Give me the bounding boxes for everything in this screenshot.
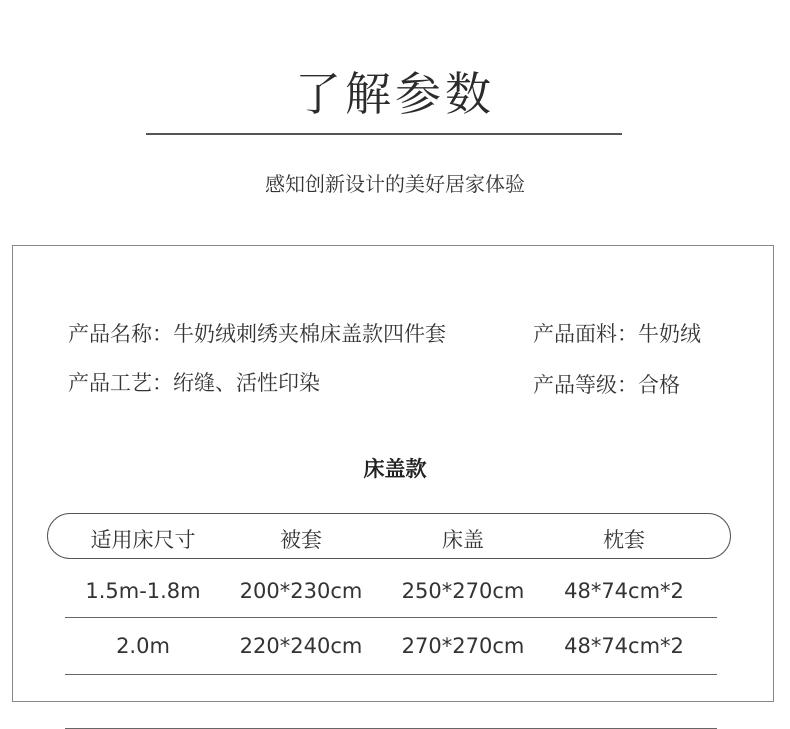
table-cell: 270*270cm — [401, 634, 525, 658]
table-cell: 220*240cm — [239, 634, 363, 658]
header-bedspread: 床盖 — [442, 528, 484, 552]
table-cell: 1.5m-1.8m — [85, 579, 201, 603]
table-cell: 48*74cm*2 — [564, 579, 684, 603]
product-fabric: 产品面料：牛奶绒 — [533, 322, 701, 346]
header-bed-size: 适用床尺寸 — [90, 528, 196, 552]
title-divider — [146, 133, 622, 135]
page-subtitle: 感知创新设计的美好居家体验 — [265, 172, 525, 196]
table-cell: 200*230cm — [239, 579, 363, 603]
page-title: 了解参数 — [295, 67, 495, 121]
product-grade: 产品等级：合格 — [533, 373, 680, 397]
table-cell: 2.0m — [116, 634, 170, 658]
product-craft: 产品工艺：绗缝、活性印染 — [68, 371, 320, 395]
product-name: 产品名称：牛奶绒刺绣夹棉床盖款四件套 — [68, 322, 446, 346]
row-divider — [65, 674, 717, 675]
row-divider — [65, 617, 717, 618]
header-pillowcase: 枕套 — [603, 528, 645, 552]
table-cell: 48*74cm*2 — [564, 634, 684, 658]
header-duvet-cover: 被套 — [280, 528, 322, 552]
table-cell: 250*270cm — [401, 579, 525, 603]
table-section-title: 床盖款 — [363, 457, 427, 481]
